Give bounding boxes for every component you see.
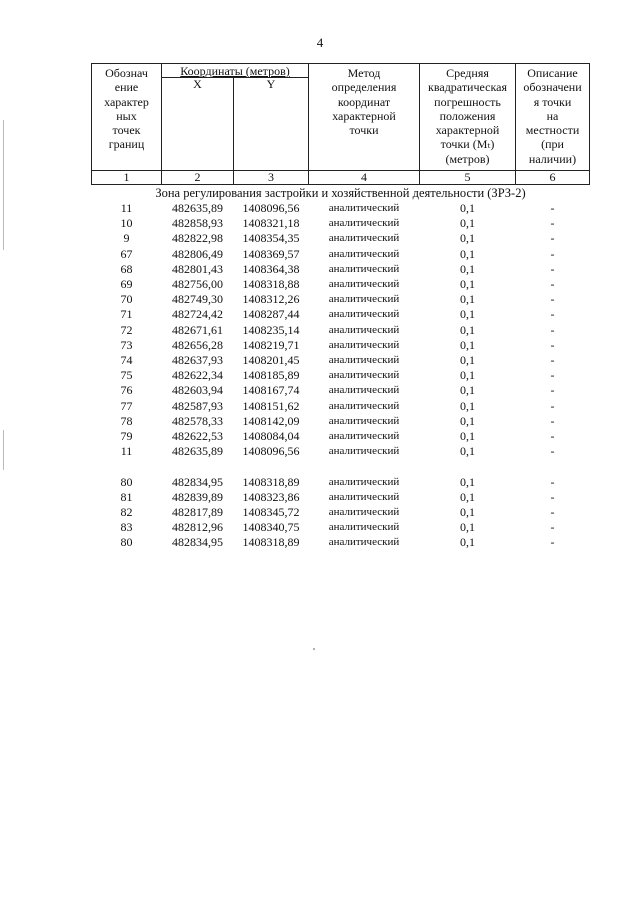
scan-speck	[313, 648, 315, 650]
table-row	[92, 307, 590, 322]
cell-x: 482806,49	[172, 246, 223, 261]
cell-desc: -	[550, 292, 555, 307]
column-number: 6	[516, 171, 590, 185]
cell-point: 70	[120, 292, 133, 307]
cell-desc: -	[550, 444, 555, 459]
header-y: Y	[234, 78, 309, 171]
cell-error: 0,1	[460, 307, 475, 322]
table-row	[92, 383, 590, 398]
cell-desc: -	[550, 353, 555, 368]
cell-error: 0,1	[460, 489, 475, 504]
scan-margin-mark	[3, 430, 4, 470]
cell-method: аналитический	[328, 232, 400, 245]
cell-y: 1408185,89	[242, 368, 300, 383]
cell-error: 0,1	[460, 535, 475, 550]
cell-y: 1408096,56	[242, 444, 300, 459]
cell-y: 1408318,89	[242, 474, 300, 489]
cell-point: 75	[120, 368, 133, 383]
cell-desc: -	[550, 520, 555, 535]
column-number: 4	[309, 171, 420, 185]
cell-error: 0,1	[460, 246, 475, 261]
cell-desc: -	[550, 429, 555, 444]
cell-x: 482834,95	[172, 535, 223, 550]
cell-point: 71	[120, 307, 133, 322]
header-x: X	[162, 78, 234, 171]
cell-method: аналитический	[328, 354, 400, 367]
table-row	[92, 353, 590, 368]
cell-error: 0,1	[460, 413, 475, 428]
cell-y: 1408084,04	[242, 429, 300, 444]
cell-y: 1408287,44	[242, 307, 300, 322]
cell-error: 0,1	[460, 505, 475, 520]
cell-point: 78	[120, 413, 133, 428]
cell-point: 73	[120, 337, 133, 352]
cell-y: 1408318,89	[242, 535, 300, 550]
cell-method: аналитический	[328, 293, 400, 306]
cell-y: 1408318,88	[242, 277, 300, 292]
cell-point: 68	[120, 261, 133, 276]
column-number: 2	[162, 171, 234, 185]
table-row	[92, 323, 590, 338]
cell-method: аналитический	[328, 430, 400, 443]
cell-y: 1408235,14	[242, 322, 300, 337]
table-row	[92, 490, 590, 505]
cell-x: 482801,43	[172, 261, 223, 276]
table-row	[92, 444, 590, 459]
cell-x: 482749,30	[172, 292, 223, 307]
cell-y: 1408096,56	[242, 201, 300, 215]
cell-x: 482839,89	[172, 489, 223, 504]
table-row	[92, 338, 590, 353]
cell-x: 482822,98	[172, 231, 223, 246]
cell-method: аналитический	[328, 475, 400, 488]
cell-x: 482603,94	[172, 383, 223, 398]
cell-x: 482834,95	[172, 474, 223, 489]
cell-method: аналитический	[328, 399, 400, 412]
cell-y: 1408340,75	[242, 520, 300, 535]
cell-error: 0,1	[460, 277, 475, 292]
table-row	[92, 231, 590, 246]
cell-x: 482756,00	[172, 277, 223, 292]
cell-x: 482724,42	[172, 307, 223, 322]
cell-method: аналитический	[328, 536, 400, 549]
cell-y: 1408312,26	[242, 292, 300, 307]
cell-y: 1408151,62	[242, 398, 300, 413]
cell-point: 80	[120, 474, 133, 489]
cell-point: 9	[123, 231, 130, 246]
cell-error: 0,1	[460, 368, 475, 383]
cell-method: аналитический	[328, 338, 400, 351]
cell-desc: -	[550, 474, 555, 489]
cell-desc: -	[550, 368, 555, 383]
cell-desc: -	[550, 505, 555, 520]
cell-x: 482637,93	[172, 353, 223, 368]
table-row	[92, 520, 590, 535]
cell-x: 482635,89	[172, 444, 223, 459]
cell-method: аналитический	[328, 506, 400, 519]
cell-error: 0,1	[460, 261, 475, 276]
cell-x: 482622,53	[172, 429, 223, 444]
table-row	[92, 262, 590, 277]
cell-point: 81	[120, 489, 133, 504]
cell-point: 80	[120, 535, 133, 550]
cell-method: аналитический	[328, 308, 400, 321]
header-coordinates-group: Координаты (метров)	[162, 64, 309, 78]
header-method: Метод определения координат характерной точки	[309, 64, 420, 171]
cell-desc: -	[550, 261, 555, 276]
cell-x: 482635,89	[172, 201, 223, 215]
cell-desc: -	[550, 216, 555, 231]
cell-error: 0,1	[460, 520, 475, 535]
table-row	[92, 505, 590, 520]
header-mean-error: Средняя квадратическая погрешность положения характерной точки (Mₜ) (метров)	[420, 64, 516, 171]
cell-point: 79	[120, 429, 133, 444]
cell-x: 482622,34	[172, 368, 223, 383]
cell-desc: -	[550, 246, 555, 261]
cell-desc: -	[550, 413, 555, 428]
table-row	[92, 535, 590, 550]
cell-x: 482587,93	[172, 398, 223, 413]
cell-error: 0,1	[460, 383, 475, 398]
cell-method: аналитический	[328, 384, 400, 397]
cell-y: 1408354,35	[242, 231, 300, 246]
cell-point: 69	[120, 277, 133, 292]
cell-desc: -	[550, 398, 555, 413]
cell-error: 0,1	[460, 398, 475, 413]
cell-y: 1408369,57	[242, 246, 300, 261]
header-point-designation: Обознач ение характер ных точек границ	[92, 64, 162, 171]
cell-point: 72	[120, 322, 133, 337]
column-number: 3	[234, 171, 309, 185]
cell-y: 1408345,72	[242, 505, 300, 520]
cell-desc: -	[550, 383, 555, 398]
cell-error: 0,1	[460, 231, 475, 246]
cell-method: аналитический	[328, 369, 400, 382]
cell-y: 1408219,71	[242, 337, 300, 352]
cell-point: 10	[120, 216, 133, 231]
cell-point: 11	[120, 201, 133, 215]
zone-title-row	[92, 185, 590, 202]
cell-desc: -	[550, 231, 555, 246]
cell-method: аналитический	[328, 262, 400, 275]
page-number: 4	[316, 35, 324, 50]
spacer-cell	[92, 459, 590, 474]
table-row	[92, 399, 590, 414]
cell-y: 1408323,86	[242, 489, 300, 504]
scan-margin-mark	[3, 120, 4, 250]
cell-desc: -	[550, 535, 555, 550]
cell-point: 74	[120, 353, 133, 368]
cell-desc: -	[550, 277, 555, 292]
table-row	[92, 201, 590, 216]
cell-method: аналитический	[328, 414, 400, 427]
cell-desc: -	[550, 322, 555, 337]
cell-point: 11	[120, 444, 133, 459]
cell-error: 0,1	[460, 216, 475, 231]
table-row	[92, 414, 590, 429]
cell-y: 1408201,45	[242, 353, 300, 368]
group-spacer	[92, 459, 590, 474]
cell-desc: -	[550, 201, 555, 215]
column-number: 1	[92, 171, 162, 185]
cell-error: 0,1	[460, 322, 475, 337]
header-column-numbers	[92, 171, 590, 185]
cell-point: 67	[120, 246, 133, 261]
cell-method: аналитический	[328, 202, 400, 214]
cell-x: 482578,33	[172, 413, 223, 428]
cell-x: 482812,96	[172, 520, 223, 535]
cell-method: аналитический	[328, 445, 400, 458]
cell-point: 83	[120, 520, 133, 535]
cell-error: 0,1	[460, 429, 475, 444]
cell-error: 0,1	[460, 353, 475, 368]
cell-desc: -	[550, 337, 555, 352]
cell-error: 0,1	[460, 474, 475, 489]
table-row	[92, 292, 590, 307]
cell-x: 482817,89	[172, 505, 223, 520]
cell-y: 1408167,74	[242, 383, 300, 398]
cell-method: аналитический	[328, 490, 400, 503]
table-body	[92, 185, 590, 551]
table-row	[92, 368, 590, 383]
cell-point: 82	[120, 505, 133, 520]
zone-title: Зона регулирования застройки и хозяйственной деятельности (ЗРЗ-2)	[155, 186, 526, 200]
cell-desc: -	[550, 489, 555, 504]
cell-x: 482671,61	[172, 322, 223, 337]
cell-point: 77	[120, 398, 133, 413]
cell-error: 0,1	[460, 201, 475, 215]
cell-method: аналитический	[328, 247, 400, 260]
cell-x: 482858,93	[172, 216, 223, 231]
cell-method: аналитический	[328, 521, 400, 534]
cell-point: 76	[120, 383, 133, 398]
cell-y: 1408142,09	[242, 413, 300, 428]
header-description: Описание обозначени я точки на местности (при наличии)	[516, 64, 590, 171]
cell-method: аналитический	[328, 278, 400, 291]
table-row	[92, 429, 590, 444]
table-row	[92, 475, 590, 490]
table-row	[92, 247, 590, 262]
cell-error: 0,1	[460, 292, 475, 307]
cell-method: аналитический	[328, 323, 400, 336]
table-row	[92, 277, 590, 292]
column-number: 5	[420, 171, 516, 185]
cell-error: 0,1	[460, 444, 475, 459]
cell-y: 1408321,18	[242, 216, 300, 231]
cell-error: 0,1	[460, 337, 475, 352]
table-row	[92, 216, 590, 231]
cell-y: 1408364,38	[242, 261, 300, 276]
cell-x: 482656,28	[172, 337, 223, 352]
cell-method: аналитический	[328, 217, 400, 230]
cell-desc: -	[550, 307, 555, 322]
coordinates-table	[91, 63, 590, 551]
